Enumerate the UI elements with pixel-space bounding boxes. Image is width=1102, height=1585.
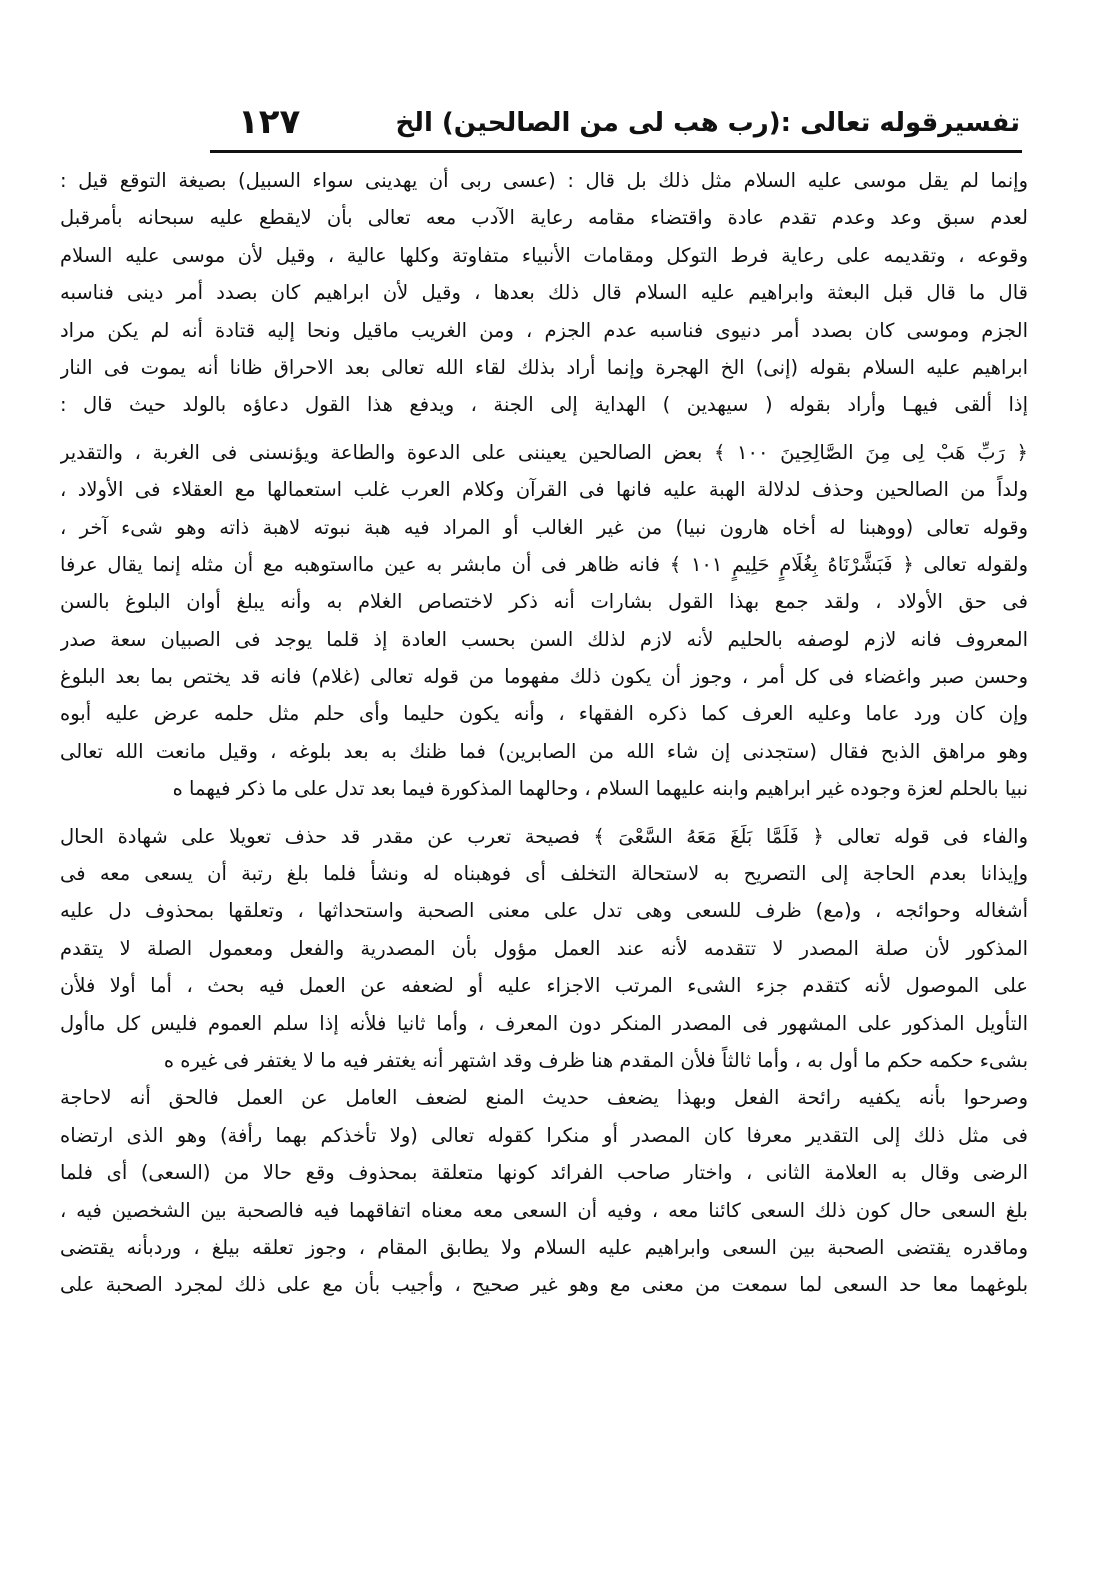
text-line: التأويل المذكور على المشهور فى المصدر المنكر دون المعرف ، وأما ثانيا فلأنه إذا سلم العموم فليس كل ماأول xyxy=(60,1011,1028,1035)
verse-line: ولقوله تعالى ﴿ فَبَشَّرْنَاهُ بِغُلَامٍ حَلِيمٍ ١٠١ ﴾ فانه ظاهر فى أن مابشر به عين مااستوهبه مع أن مثله إنما يقال عرفا xyxy=(60,552,1028,576)
running-title: تفسيرقوله تعالى :(رب هب لى من الصالحين) الخ xyxy=(395,108,1020,138)
page-header xyxy=(210,102,1020,150)
text-line: لعدم سبق وعد وعدم تقدم عادة واقتضاء مقامه رعاية الآدب معه تعالى بأن لايقطع عليه سبحانه بأمرقبل xyxy=(60,206,1028,230)
text-line: وهو مراهق الذبح فقال (ستجدنى إن شاء الله من الصابرين) فما ظنك به بعد بلوغه ، وقيل مانعت الله تعالى xyxy=(60,739,1028,763)
text-line: المعروف فانه لازم لوصفه بالحليم لأنه لازم لذلك السن بحسب العادة إذ قلما يوجد فى الصبيان سعة صدر xyxy=(60,627,1028,651)
text-line: ابراهيم عليه السلام بقوله (إنى) الخ الهجرة وإنما أراد بذلك لقاء الله تعالى بعد الاحراق ظانا أنه يموت فى النار xyxy=(60,355,1028,379)
text-line: نبيا بالحلم لعزة وجوده غير ابراهيم وابنه عليهما السلام ، وحالهما المذكورة فيما بعد تدل على ما ذكر فيهما ه xyxy=(172,777,1028,801)
text-line: وحسن صبر واغضاء فى كل أمر ، وجوز أن يكون ذلك مفهوما من قوله تعالى (غلام) فانه قد يختص بما بعد البلوغ xyxy=(60,665,1028,689)
text-line: إذا ألقى فيهـا وأراد بقوله ( سيهدين ) الهداية إلى الجنة ، ويدفع هذا القول دعاؤه بالولد حيث قال : xyxy=(60,393,1028,417)
text-line: وقوله تعالى (ووهبنا له أخاه هارون نبيا) من غير الغالب أو المراد فيه هبة نبوته لاهبة ذاته وهو شىء آخر ، xyxy=(60,515,1028,539)
text-line: وإن كان ورد عاما وعليه العرف كما ذكره الفقهاء ، وأنه يكون حليما وأى حلم مثل حلمه عرض عليه أبوه xyxy=(60,702,1028,726)
text-line: بلغ السعى حال كون ذلك السعى كائنا معه ، وفيه أن السعى معه معناه اتفاقهما فيه فالصحبة بين الشخصين فيه ، xyxy=(60,1198,1028,1222)
text-line: أشغاله وحوائجه ، و(مع) ظرف للسعى وهى تدل على معنى الصحبة واستحداثها ، وتعلقها بمحذوف دل عليه xyxy=(60,899,1028,923)
verse-line: ﴿ رَبِّ هَبْ لِى مِنَ الصَّالِحِينَ ١٠٠ ﴾ بعض الصالحين يعيننى على الدعوة والطاعة ويؤنسنى فى الغربة ، والتقدير xyxy=(60,440,1028,464)
text-line: ولداً من الصالحين وحذف لدلالة الهبة عليه فانها فى القرآن وكلام العرب غلب استعمالها مع العقلاء فى الأولاد ، xyxy=(60,478,1028,502)
text-line: وماقدره يقتضى الصحبة بين السعى وابراهيم عليه السلام ولا يطابق المقام ، وجوز تعلقه بيلغ ، وردبأنه يقتضى xyxy=(60,1235,1028,1259)
text-line: المذكور لأن صلة المصدر لا تتقدمه لأنه عند العمل مؤول بأن المصدرية والفعل ومعمول الصلة لا يتقدم xyxy=(60,936,1028,960)
header-divider xyxy=(210,150,1022,153)
text-line: وإنما لم يقل موسى عليه السلام مثل ذلك بل قال : (عسى ربى أن يهدينى سواء السبيل) بصيغة التوقع قيل : xyxy=(60,169,1028,192)
text-line: على الموصول لأنه كتقدم جزء الشىء المرتب الاجزاء عليه أو لضعفه عن العمل فيه بحث ، أما أولا فلأن xyxy=(60,974,1028,998)
commentary-text xyxy=(60,162,1028,1304)
text-line: وإيذانا بعدم الحاجة إلى التصريح به لاستحالة التخلف أى فوهبناه له ونشأ فلما بلغ رتبة أن يسعى معه فى xyxy=(60,862,1028,886)
text-line: بلوغهما معا حد السعى لما سمعت من معنى مع وهو غير صحيح ، وأجيب بأن مع على ذلك لمجرد الصحبة على xyxy=(60,1273,1028,1297)
text-line: وصرحوا بأنه يكفيه رائحة الفعل وبهذا يضعف حديث المنع لضعف العامل عن العمل فالحق أنه لاحاجة xyxy=(60,1086,1028,1110)
verse-line: والفاء فى قوله تعالى ﴿ فَلَمَّا بَلَغَ مَعَهُ السَّعْىَ ﴾ فصيحة تعرب عن مقدر قد حذف تعويلا على شهادة الحال xyxy=(60,824,1028,848)
text-line: الجزم وموسى كان بصدد أمر دنيوى فناسبه عدم الجزم ، ومن الغريب ماقيل ونحا إليه قتادة أنه لم يكن مراد xyxy=(60,318,1028,342)
text-line: وقوعه ، وتقديمه على رعاية فرط التوكل ومقامات الأنبياء متفاوتة وكلها عالية ، وقيل لأن موسى عليه السلام xyxy=(60,243,1028,267)
text-line: فى مثل ذلك إلى التقدير معرفا كان المصدر أو منكرا كقوله تعالى (ولا تأخذكم بهما رأفة) وهو الذى ارتضاه xyxy=(60,1123,1028,1147)
text-line: قال ما قال قبل البعثة وابراهيم عليه السلام قال ذلك بعدها ، وقيل لأن ابراهيم كان بصدد أمر دينى فناسبه xyxy=(60,281,1028,305)
text-line: الرضى وقال به العلامة الثانى ، واختار صاحب الفرائد كونها متعلقة بمحذوف وقع حالا من (السعى) أى فلما xyxy=(60,1161,1028,1185)
page-number: ١٢٧ xyxy=(238,102,301,142)
text-line: فى حق الأولاد ، ولقد جمع بهذا القول بشارات أنه ذكر لاختصاص الغلام به وأنه يبلغ أوان البلوغ بالسن xyxy=(60,590,1028,614)
text-line: بشىء حكمه حكم ما أول به ، وأما ثالثاً فلأن المقدم هنا ظرف وقد اشتهر أنه يغتفر فيه ما لا يغتفر فى غيره ه xyxy=(163,1048,1028,1072)
